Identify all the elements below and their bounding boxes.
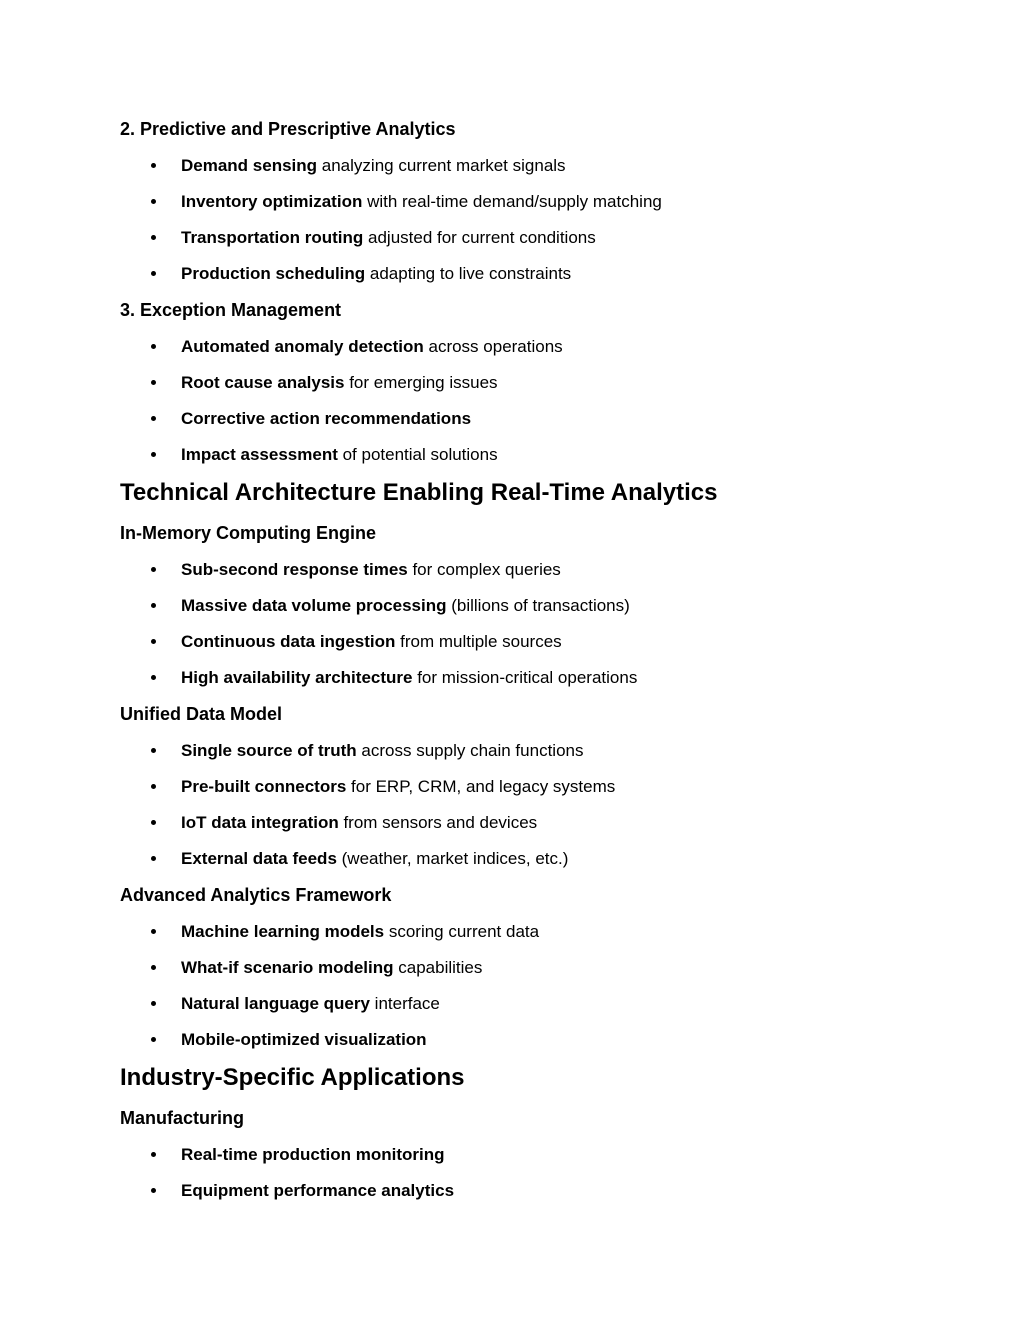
bullet-bold-text: IoT data integration (181, 813, 339, 832)
bullet-rest-text: with real-time demand/supply matching (362, 192, 662, 211)
list-item (120, 667, 904, 689)
list-item (120, 372, 904, 394)
bullet-bold-text: High availability architecture (181, 668, 413, 687)
list-item (120, 191, 904, 213)
list-item (120, 776, 904, 798)
bullet-bold-text: Massive data volume processing (181, 596, 447, 615)
bullet-icon (151, 163, 156, 168)
bullet-rest-text: analyzing current market signals (317, 156, 566, 175)
bullet-bold-text: Continuous data ingestion (181, 632, 396, 651)
bullet-icon (151, 675, 156, 680)
bullet-rest-text: capabilities (393, 958, 483, 977)
bullet-icon (151, 567, 156, 572)
bullet-bold-text: External data feeds (181, 849, 337, 868)
list-item (120, 595, 904, 617)
bullet-bold-text: Machine learning models (181, 922, 385, 941)
bullet-icon (151, 1037, 156, 1042)
bullet-bold-text: Equipment performance analytics (181, 1181, 455, 1200)
bullet-bold-text: Mobile-optimized visualization (181, 1030, 427, 1049)
bullet-icon (151, 856, 156, 861)
heading-technical-architecture: Technical Architecture Enabling Real-Time Analytics (120, 479, 718, 506)
heading-exception-management: 3. Exception Management (120, 300, 342, 320)
bullet-bold-text: Pre-built connectors (181, 777, 347, 796)
bullet-rest-text: from multiple sources (395, 632, 562, 651)
bullet-icon (151, 344, 156, 349)
bullet-icon (151, 603, 156, 608)
bullet-rest-text: for mission-critical operations (412, 668, 638, 687)
list-item (120, 812, 904, 834)
bullet-bold-text: Demand sensing (181, 156, 318, 175)
bullet-rest-text: of potential solutions (337, 445, 498, 464)
in-memory-engine-list (120, 559, 904, 689)
list-item (120, 336, 904, 358)
unified-data-model-list (120, 740, 904, 870)
heading-in-memory-computing-engine: In-Memory Computing Engine (120, 523, 376, 543)
bullet-rest-text: for ERP, CRM, and legacy systems (346, 777, 616, 796)
list-item (120, 155, 904, 177)
list-item (120, 848, 904, 870)
bullet-icon (151, 639, 156, 644)
bullet-bold-text: Root cause analysis (181, 373, 345, 392)
bullet-rest-text: adjusted for current conditions (363, 228, 596, 247)
bullet-bold-text: Corrective action recommendations (181, 409, 472, 428)
bullet-rest-text: (billions of transactions) (446, 596, 630, 615)
bullet-icon (151, 784, 156, 789)
bullet-rest-text: adapting to live constraints (365, 264, 572, 283)
bullet-icon (151, 965, 156, 970)
bullet-bold-text: Production scheduling (181, 264, 366, 283)
list-item (120, 631, 904, 653)
bullet-rest-text: across supply chain functions (356, 741, 584, 760)
bullet-bold-text: Real-time production monitoring (181, 1145, 445, 1164)
bullet-icon (151, 452, 156, 457)
bullet-icon (151, 199, 156, 204)
bullet-bold-text: Transportation routing (181, 228, 364, 247)
bullet-icon (151, 1152, 156, 1157)
bullet-bold-text: Natural language query (181, 994, 370, 1013)
bullet-rest-text: (weather, market indices, etc.) (336, 849, 569, 868)
list-item (120, 1144, 904, 1166)
bullet-icon (151, 416, 156, 421)
manufacturing-list (120, 1144, 904, 1202)
bullet-bold-text: Inventory optimization (181, 192, 363, 211)
list-item (120, 227, 904, 249)
bullet-rest-text: from sensors and devices (338, 813, 538, 832)
bullet-icon (151, 820, 156, 825)
list-item (120, 921, 904, 943)
list-item (120, 444, 904, 466)
list-item (120, 263, 904, 285)
bullet-icon (151, 235, 156, 240)
bullet-rest-text: interface (369, 994, 440, 1013)
exception-management-list (120, 336, 904, 466)
predictive-analytics-list (120, 155, 904, 285)
list-item (120, 408, 904, 430)
bullet-rest-text: across operations (423, 337, 563, 356)
list-item (120, 957, 904, 979)
bullet-icon (151, 929, 156, 934)
bullet-icon (151, 748, 156, 753)
bullet-bold-text: Sub-second response times (181, 560, 408, 579)
heading-advanced-analytics-framework: Advanced Analytics Framework (120, 885, 392, 905)
heading-manufacturing: Manufacturing (120, 1108, 244, 1128)
bullet-bold-text: Single source of truth (181, 741, 357, 760)
heading-predictive-prescriptive-analytics: 2. Predictive and Prescriptive Analytics (120, 119, 456, 139)
bullet-bold-text: Impact assessment (181, 445, 338, 464)
list-item (120, 1180, 904, 1202)
bullet-icon (151, 271, 156, 276)
list-item (120, 993, 904, 1015)
bullet-rest-text: for complex queries (407, 560, 561, 579)
bullet-bold-text: Automated anomaly detection (181, 337, 424, 356)
heading-industry-specific-applications: Industry-Specific Applications (120, 1064, 465, 1091)
bullet-icon (151, 380, 156, 385)
list-item (120, 559, 904, 581)
bullet-bold-text: What-if scenario modeling (181, 958, 394, 977)
list-item (120, 740, 904, 762)
bullet-icon (151, 1188, 156, 1193)
advanced-analytics-list (120, 921, 904, 1051)
list-item (120, 1029, 904, 1051)
bullet-rest-text: for emerging issues (344, 373, 498, 392)
bullet-rest-text: scoring current data (384, 922, 540, 941)
bullet-icon (151, 1001, 156, 1006)
heading-unified-data-model: Unified Data Model (120, 704, 283, 724)
